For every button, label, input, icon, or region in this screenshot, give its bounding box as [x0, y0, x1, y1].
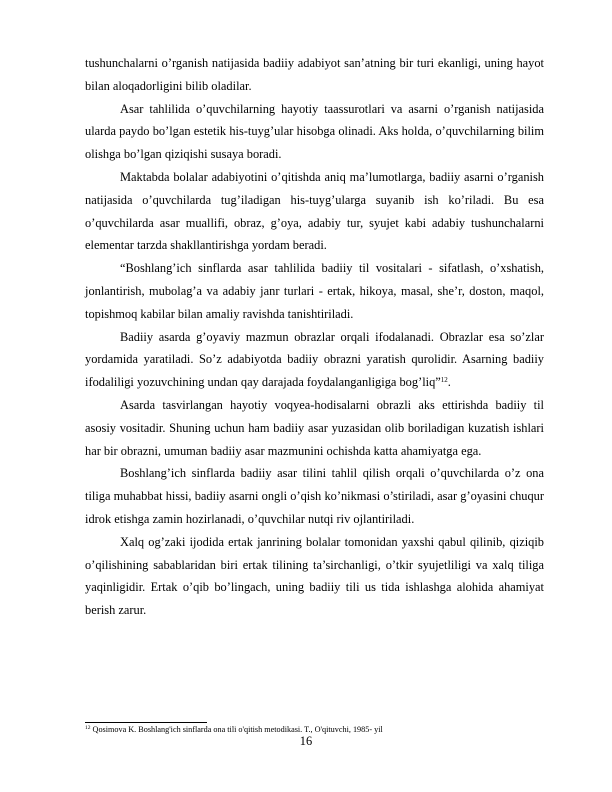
- paragraph-7: Boshlang’ich sinflarda badiiy asar tilini tahlil qilish orqali o’quvchilarda o’z ona tiliga muhabbat hissi, badiiy asarni ongli o’qish ko’nikmasi o’stiriladi, asar g’oyasini chuqur idrok etishga zamin hozirlanadi, o’quvchilar nutqi riv ojlantiriladi.: [85, 466, 544, 526]
- paragraph-1: tushunchalarni o’rganish natijasida badiiy adabiyot san’atning bir turi ekanligi, uning hayot bilan aloqadorligini bilib oladilar.: [85, 56, 544, 93]
- paragraph-2: Asar tahlilida o’quvchilarning hayotiy taassurotlari va asarni o’rganish natijasida ularda paydo bo’lgan estetik his-tuyg’ular hisobga olinadi. Aks holda, o’quvchilarning bilim olishga bo’lgan qiziqishi susaya boradi.: [85, 101, 544, 162]
- footnote-text: Qosimova K. Boshlang'ich sinflarda ona tili o'qitish metodikasi. T., O'qituvchi, 1985- yil: [90, 725, 383, 734]
- paragraph-5-text: Badiiy asarda g’oyaviy mazmun obrazlar orqali ifodalanadi. Obrazlar esa so’zlar yordamida yaratiladi. So’z adabiyotda badiiy obrazni yaratish qurolidir. Asarning badiiy ifodaliligi yozuvchining undan qay darajada foydalanganligiga bog’liq”: [85, 329, 544, 390]
- footnote-number: 12: [85, 725, 91, 731]
- paragraph-3: Maktabda bolalar adabiyotini o’qitishda aniq ma’lumotlarga, badiiy asarni o’rganish natijasida o’quvchilarda tug’iladigan his-tuyg’ularga suyanib ish ko’riladi. Bu esa o’quvchilarda asar muallifi, obraz, g’oya, adabiy tur, syujet kabi adabiy tushunchalarni elementar tarzda shakllantirishga yordam beradi.: [85, 169, 544, 253]
- paragraph-8: Xalq og’zaki ijodida ertak janrining bolalar tomonidan yaxshi qabul qilinib, qiziqib o’qilishining sabablaridan biri ertak tilining ta’sirchanligi, o’tkir syujetliligi va xalq tiliga yaqinligidir. Ertak o’qib bo’lingach, uning badiiy tili us tida ishlashga alohida ahamiyat berish zarur.: [85, 534, 544, 618]
- paragraph-4: “Boshlang’ich sinflarda asar tahlilida badiiy til vositalari - sifatlash, o’xshatish, jonlantirish, mubolag’a va adabiy janr turlari - ertak, hikoya, masal, she’r, doston, maqol, topishmoq kabilar bilan amaliy ravishda tanishtiriladi.: [85, 261, 544, 321]
- body-text: [85, 52, 544, 622]
- footnote-separator: [85, 722, 207, 723]
- paragraph-6: Asarda tasvirlangan hayotiy voqyea-hodisalarni obrazli aks ettirishda badiiy til asosiy vositadir. Shuning uchun ham badiiy asar yuzasidan olib boriladigan kuzatish ishlari har bir obrazni, umuman badiiy asar mazmunini ochishda katta ahamiyatga ega.: [85, 397, 544, 458]
- paragraph-5: Badiiy asarda g’oyaviy mazmun obrazlar orqali ifodalanadi. Obrazlar esa so’zlar yordamida yaratiladi. So’z adabiyotda badiiy obrazni yaratish qurolidir. Asarning badiiy ifodaliligi yozuvchining undan qay darajada foydalanganligiga bog’liq”$^{12}$.: [85, 329, 544, 390]
- footnote-reference[interactable]: 12: [440, 376, 448, 385]
- page-number: 16: [299, 734, 313, 748]
